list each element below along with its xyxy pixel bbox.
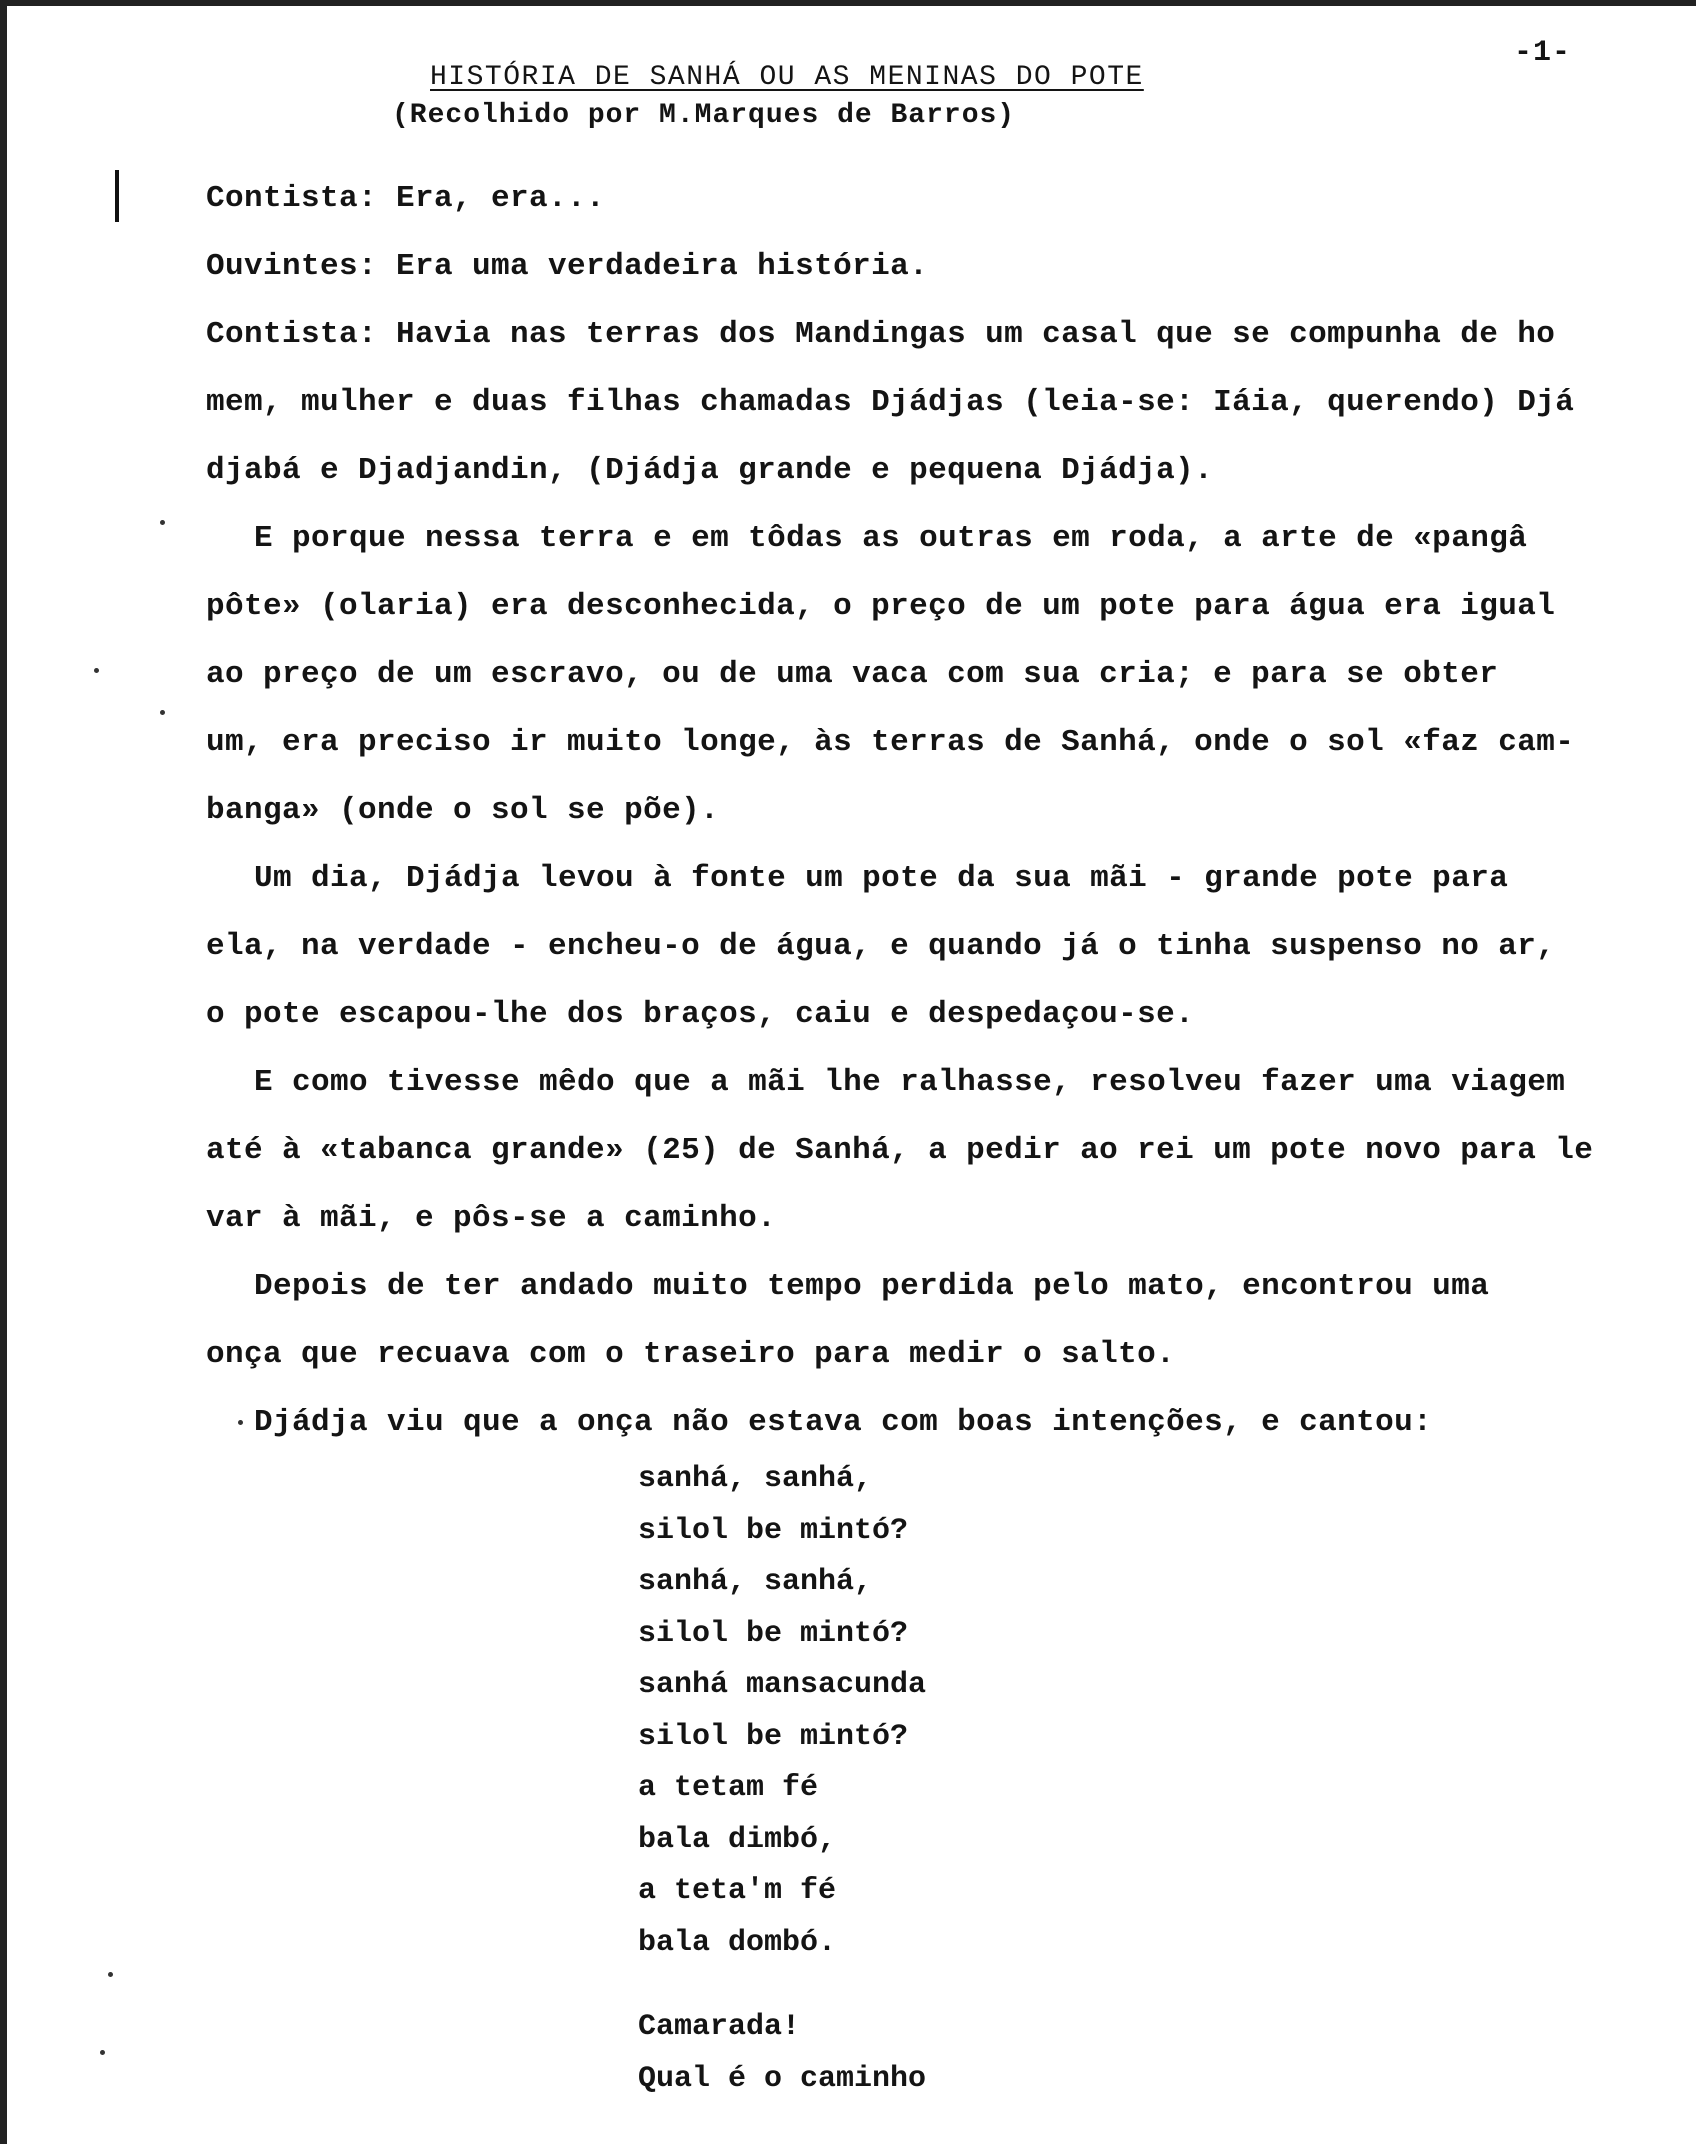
verse-line: bala dimbó, xyxy=(638,1822,837,1857)
paragraph-line: Depois de ter andado muito tempo perdida pelo mato, encontrou uma xyxy=(254,1269,1490,1304)
paragraph-line: Ouvintes: Era uma verdadeira história. xyxy=(206,249,929,284)
verse-line: a tetam fé xyxy=(638,1771,819,1805)
paragraph-line: E porque nessa terra e em tôdas as outras em roda, a arte de «pangâ xyxy=(254,521,1528,556)
verse-line: Qual é o caminho xyxy=(638,2062,927,2096)
paragraph-line: ela, na verdade - encheu-o de água, e quando já o tinha suspenso no ar, xyxy=(206,929,1556,964)
verse-line: Camarada! xyxy=(638,2010,801,2044)
verse-line: sanhá mansacunda xyxy=(638,1668,927,1702)
paragraph-line: ao preço de um escravo, ou de uma vaca com sua cria; e para se obter xyxy=(206,657,1499,692)
paragraph-line: até à «tabanca grande» (25) de Sanhá, a pedir ao rei um pote novo para le xyxy=(206,1133,1594,1168)
paragraph-line: mem, mulher e duas filhas chamadas Djádjas (leia-se: Iáia, querendo) Djá xyxy=(206,385,1575,420)
margin-dot xyxy=(100,2050,105,2055)
verse-line: bala dombó. xyxy=(638,1925,837,1960)
paragraph-line: djabá e Djadjandin, (Djádja grande e pequena Djádja). xyxy=(206,453,1214,488)
paragraph-line: Contista: Era, era... xyxy=(206,181,606,216)
verse-line: silol be mintó? xyxy=(638,1513,909,1548)
margin-dot xyxy=(108,1972,113,1977)
paragraph-line: var à mãi, e pôs-se a caminho. xyxy=(206,1201,777,1236)
paragraph-line: pôte» (olaria) era desconhecida, o preço de um pote para água era igual xyxy=(206,589,1556,624)
paragraph-line: E como tivesse mêdo que a mãi lhe ralhasse, resolveu fazer uma viagem xyxy=(254,1065,1566,1100)
margin-dot xyxy=(160,710,165,715)
verse-line: silol be mintó? xyxy=(638,1719,909,1754)
dialogue-verse xyxy=(638,2001,926,2105)
paragraph-line: onça que recuava com o traseiro para medir o salto. xyxy=(206,1337,1176,1372)
paragraph-line: banga» (onde o sol se põe). xyxy=(206,793,720,828)
paragraph-line: um, era preciso ir muito longe, às terras de Sanhá, onde o sol «faz cam- xyxy=(206,725,1575,760)
paragraph-line: Djádja viu que a onça não estava com boas intenções, e cantou: xyxy=(254,1405,1433,1440)
story-body xyxy=(206,165,1668,1457)
margin-dot xyxy=(160,520,165,525)
paragraph-line: Um dia, Djádja levou à fonte um pote da sua mãi - grande pote para xyxy=(254,861,1509,896)
page-number: -1- xyxy=(1514,36,1572,70)
verse-line: a teta'm fé xyxy=(638,1874,837,1908)
margin-mark xyxy=(115,170,119,222)
page-border-left xyxy=(0,0,7,2144)
verse-line: silol be mintó? xyxy=(638,1616,909,1651)
verse-line: sanhá, sanhá, xyxy=(638,1462,873,1496)
paragraph-line: Contista: Havia nas terras dos Mandingas um casal que se compunha de ho xyxy=(206,317,1556,352)
verse-line: sanhá, sanhá, xyxy=(638,1565,873,1599)
page-border-top xyxy=(0,0,1696,6)
song-verse xyxy=(638,1454,926,1969)
paragraph-line: o pote escapou-lhe dos braços, caiu e despedaçou-se. xyxy=(206,997,1195,1032)
document-title: HISTÓRIA DE SANHÁ OU AS MENINAS DO POTE xyxy=(430,62,1144,93)
document-subtitle: (Recolhido por M.Marques de Barros) xyxy=(392,100,1016,131)
margin-dot xyxy=(94,668,99,673)
